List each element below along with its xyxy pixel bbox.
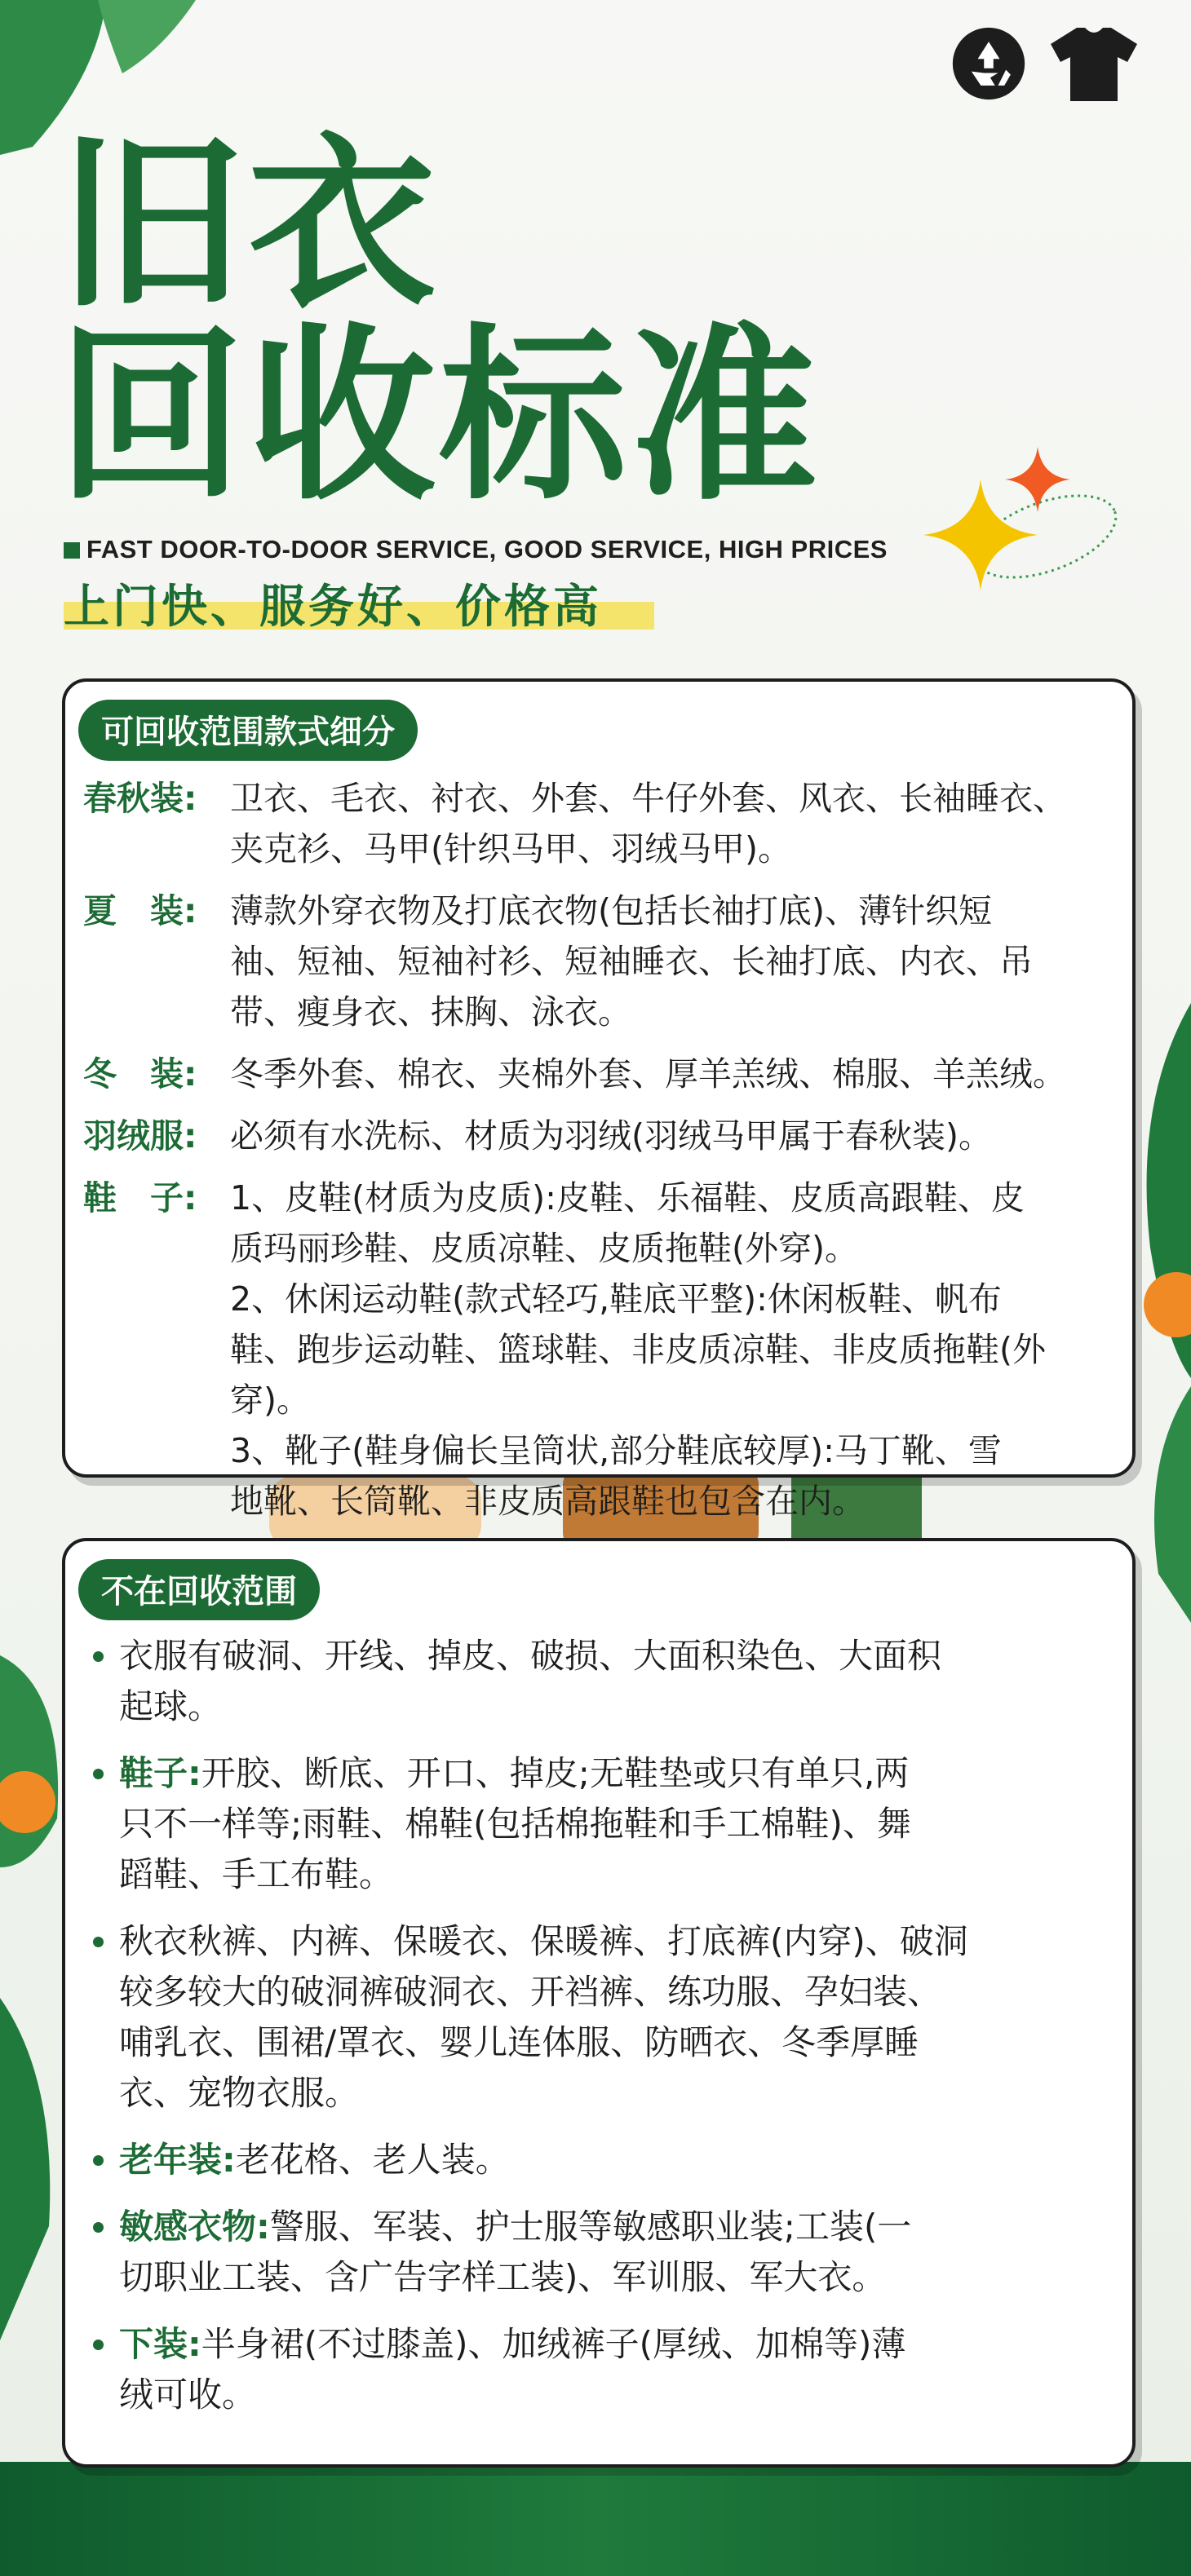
text-line: 鞋、跑步运动鞋、篮球鞋、非皮质凉鞋、非皮质拖鞋(外: [230, 1330, 1046, 1369]
page-title: [57, 117, 821, 526]
not-recyclable-item: [90, 1916, 1108, 2119]
not-recyclable-item-text: 警服、军装、护士服等敏感职业装;工装(一: [269, 2207, 912, 2247]
text-line: 夹克衫、马甲(针织马甲、羽绒马甲)。: [230, 829, 791, 868]
recyclable-row-text: [230, 773, 1108, 874]
not-recyclable-item-text: 开胶、断底、开口、掉皮;无鞋垫或只有单只,两: [201, 1753, 910, 1793]
subtitle-chinese: [64, 571, 602, 636]
recyclable-row-text: [230, 1111, 1108, 1161]
bullet-dot-icon: [93, 1937, 104, 1947]
recyclable-card: [62, 678, 1136, 1521]
not-recyclable-item: [90, 2202, 1108, 2303]
bullet-dot-icon: [93, 1769, 104, 1779]
text-line: 薄款外穿衣物及打底衣物(包括长袖打底)、薄针织短: [230, 891, 992, 930]
leaf-decoration-right: [1126, 1003, 1191, 1623]
not-recyclable-item-text: 老花格、老人装。: [235, 2140, 510, 2180]
title-line-1: 旧衣: [57, 117, 440, 334]
text-line: 切职业工装、含广告字样工装)、军训服、军大衣。: [119, 2257, 887, 2297]
not-recyclable-item-label: 老年装:: [119, 2140, 236, 2180]
recyclable-row-label: 夏 装:: [83, 891, 197, 930]
title-line-2: 回收标准: [57, 307, 821, 526]
text-line: [119, 2202, 1108, 2252]
text-line: 只不一样等;雨鞋、棉鞋(包括棉拖鞋和手工棉鞋)、舞: [119, 1804, 911, 1844]
bullet-dot-icon: [93, 2222, 104, 2233]
not-recyclable-title: 不在回收范围: [78, 1559, 320, 1620]
recyclable-row-label: 鞋 子:: [83, 1178, 197, 1217]
text-line: 袖、短袖、短袖衬衫、短袖睡衣、长袖打底、内衣、吊: [230, 942, 1033, 981]
subtitle-english: [64, 535, 888, 564]
recycle-icon: [950, 24, 1028, 103]
not-recyclable-item-text: 半身裙(不过膝盖)、加绒裤子(厚绒、加棉等)薄: [201, 2324, 906, 2364]
star-decoration: [923, 447, 1127, 626]
text-line: 3、靴子(鞋身偏长呈筒状,部分鞋底较厚):马丁靴、雪: [230, 1431, 1002, 1470]
text-line: [119, 2135, 1108, 2185]
subtitle-english-text: FAST DOOR-TO-DOOR SERVICE, GOOD SERVICE, HIGH PRICES: [86, 535, 888, 563]
top-icons: [950, 24, 1139, 103]
text-line: 冬季外套、棉衣、夹棉外套、厚羊羔绒、棉服、羊羔绒。: [230, 1054, 1066, 1094]
square-bullet-icon: [64, 542, 80, 559]
text-line: 秋衣秋裤、内裤、保暖衣、保暖裤、打底裤(内穿)、破洞: [119, 1921, 968, 1961]
text-line: 2、休闲运动鞋(款式轻巧,鞋底平整):休闲板鞋、帆布: [230, 1279, 1002, 1319]
text-line: 较多较大的破洞裤破洞衣、开裆裤、练功服、孕妇装、: [119, 1972, 942, 2012]
tshirt-icon: [1049, 24, 1139, 103]
not-recyclable-list: [90, 1631, 1108, 2437]
text-line: [119, 1748, 1108, 1799]
recyclable-row: [83, 1173, 1108, 1527]
not-recyclable-card: [62, 1538, 1136, 2468]
text-line: 穿)。: [230, 1381, 310, 1420]
recyclable-row: [83, 1111, 1108, 1161]
text-line: 地靴、长筒靴、非皮质高跟鞋也包含在内。: [230, 1482, 866, 1521]
not-recyclable-item-label: 敏感衣物:: [119, 2207, 270, 2247]
not-recyclable-item: [90, 2319, 1108, 2420]
text-line: 1、皮鞋(材质为皮质):皮鞋、乐福鞋、皮质高跟鞋、皮: [230, 1178, 1025, 1217]
bottom-green-band: [0, 2462, 1191, 2576]
recyclable-list: [83, 773, 1108, 1538]
text-line: 带、瘦身衣、抹胸、泳衣。: [230, 992, 631, 1032]
recyclable-row-label: 春秋装:: [83, 779, 197, 818]
recyclable-row: [83, 886, 1108, 1037]
not-recyclable-item-label: 下装:: [119, 2324, 201, 2364]
text-line: 必须有水洗标、材质为羽绒(羽绒马甲属于春秋装)。: [230, 1116, 992, 1155]
text-line: 质玛丽珍鞋、皮质凉鞋、皮质拖鞋(外穿)。: [230, 1229, 858, 1268]
subtitle-chinese-text: 上门快、服务好、价格高: [64, 581, 602, 634]
text-line: 蹈鞋、手工布鞋。: [119, 1854, 394, 1894]
recyclable-row-text: [230, 1049, 1108, 1099]
bullet-dot-icon: [93, 2155, 104, 2166]
recyclable-row: [83, 773, 1108, 874]
recyclable-row-text: [230, 886, 1108, 1037]
text-line: 卫衣、毛衣、衬衣、外套、牛仔外套、风衣、长袖睡衣、: [230, 779, 1066, 818]
text-line: [119, 2319, 1108, 2370]
recyclable-row: [83, 1049, 1108, 1099]
recyclable-row-label: 羽绒服:: [83, 1116, 197, 1155]
not-recyclable-item: [90, 1748, 1108, 1900]
recyclable-row-text: [230, 1173, 1108, 1527]
not-recyclable-item-label: 鞋子:: [119, 1753, 201, 1793]
recyclable-row-label: 冬 装:: [83, 1054, 197, 1094]
text-line: 衣、宠物衣服。: [119, 2073, 360, 2113]
recyclable-title: 可回收范围款式细分: [78, 700, 418, 761]
not-recyclable-item: [90, 2135, 1108, 2185]
text-line: 哺乳衣、围裙/罩衣、婴儿连体服、防晒衣、冬季厚睡: [119, 2022, 919, 2062]
bullet-dot-icon: [93, 1651, 104, 1662]
bullet-dot-icon: [93, 2340, 104, 2350]
text-line: 衣服有破洞、开线、掉皮、破损、大面积染色、大面积: [119, 1636, 942, 1676]
not-recyclable-item: [90, 1631, 1108, 1732]
text-line: 起球。: [119, 1686, 223, 1726]
text-line: 绒可收。: [119, 2375, 257, 2415]
